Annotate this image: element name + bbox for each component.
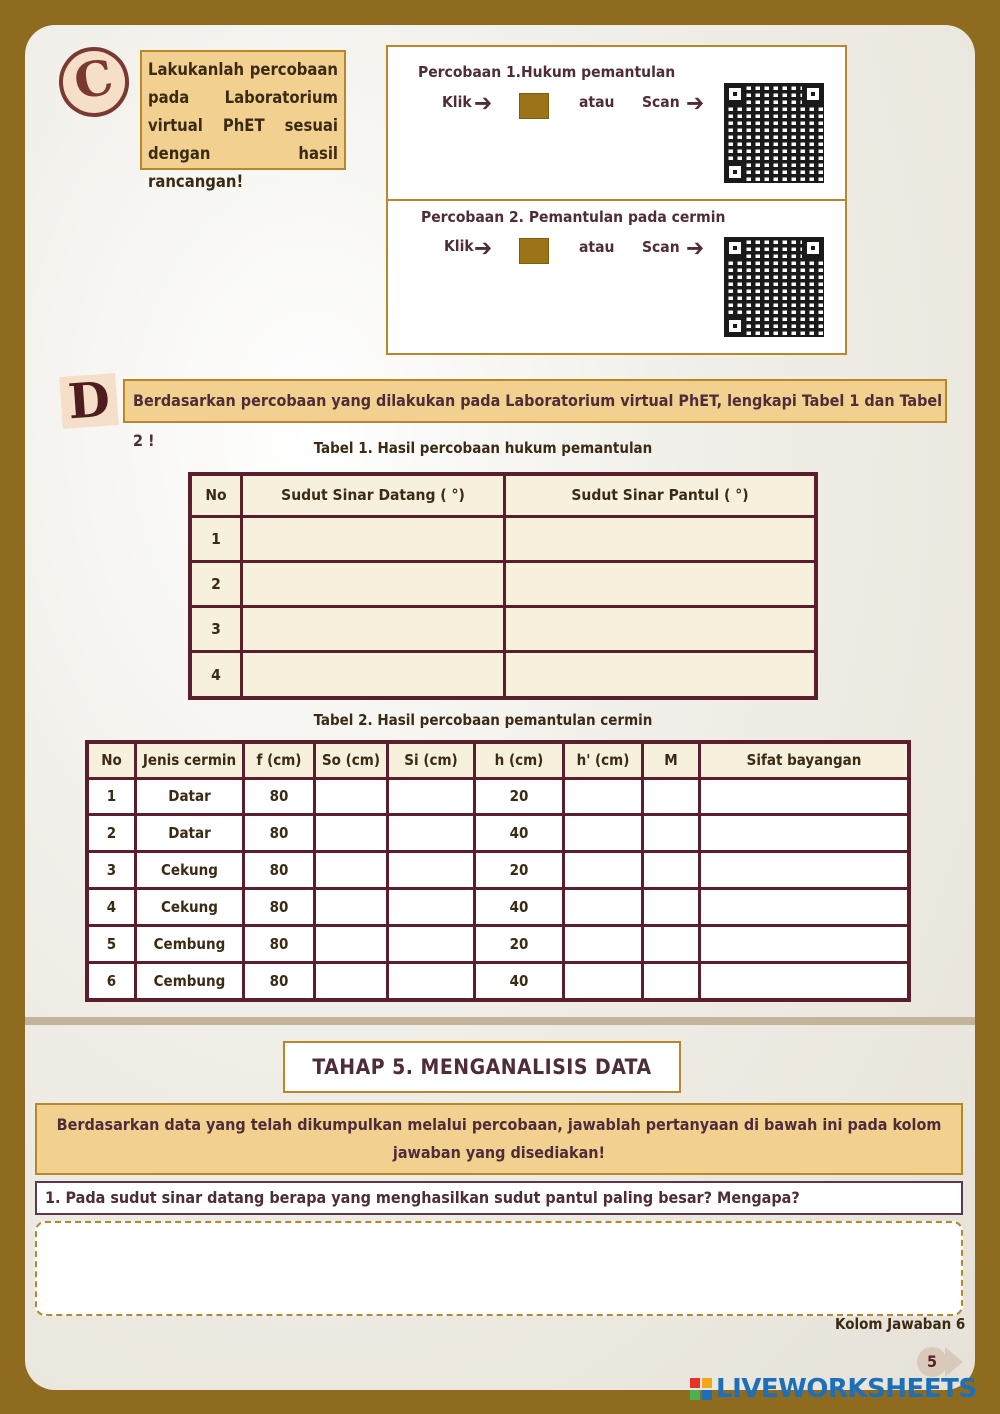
table-row bbox=[87, 925, 909, 962]
table-2-input-cell[interactable] bbox=[388, 925, 475, 962]
table-1-input-cell[interactable] bbox=[242, 561, 505, 606]
table-2-focal-length: 80 bbox=[244, 889, 315, 926]
table-2-input-cell[interactable] bbox=[388, 815, 475, 852]
table-2-focal-length: 80 bbox=[244, 925, 315, 962]
stage-title: TAHAP 5. MENGANALISIS DATA bbox=[283, 1041, 681, 1093]
table-2-focal-length: 80 bbox=[244, 852, 315, 889]
table-2-focal-length: 80 bbox=[244, 778, 315, 815]
experiment-2-click-label: Klik bbox=[444, 237, 474, 255]
table-1-input-cell[interactable] bbox=[505, 561, 817, 606]
experiment-2-scan-label: Scan bbox=[642, 238, 680, 256]
table-2-caption: Tabel 2. Hasil percobaan pemantulan cermin bbox=[313, 711, 653, 729]
table-2-input-cell[interactable] bbox=[388, 962, 475, 1000]
table-2-input-cell[interactable] bbox=[564, 925, 643, 962]
table-2-object-height: 20 bbox=[475, 852, 564, 889]
arrow-right-icon: ➔ bbox=[474, 89, 493, 117]
page-number: 5 bbox=[917, 1347, 947, 1377]
table-2-row-number: 3 bbox=[87, 852, 136, 889]
table-2-object-height: 20 bbox=[475, 925, 564, 962]
table-2-mirror-type: Cekung bbox=[136, 889, 244, 926]
experiment-1-or-label: atau bbox=[579, 93, 615, 111]
table-2-header-image-properties: Sifat bayangan bbox=[700, 742, 910, 778]
section-d-badge: D bbox=[59, 373, 118, 429]
table-2-header-image-height: h' (cm) bbox=[564, 742, 643, 778]
table-2-input-cell[interactable] bbox=[564, 889, 643, 926]
table-2-input-cell[interactable] bbox=[700, 852, 910, 889]
table-2-focal-length: 80 bbox=[244, 962, 315, 1000]
table-2-focal-length: 80 bbox=[244, 815, 315, 852]
table-2-mirror-type: Cembung bbox=[136, 962, 244, 1000]
table-1-header-no: No bbox=[190, 474, 242, 516]
table-2-mirror-type: Datar bbox=[136, 815, 244, 852]
watermark-text: LIVEWORKSHEETS bbox=[716, 1374, 977, 1404]
liveworksheets-logo-icon bbox=[690, 1378, 712, 1400]
table-2-header-magnification: M bbox=[643, 742, 700, 778]
experiment-1-scan-label: Scan bbox=[642, 93, 680, 111]
table-2-row-number: 1 bbox=[87, 778, 136, 815]
answer-column-label: Kolom Jawaban 6 bbox=[835, 1315, 966, 1333]
table-1-row-number: 4 bbox=[190, 652, 242, 698]
table-2-input-cell[interactable] bbox=[564, 852, 643, 889]
table-1-input-cell[interactable] bbox=[505, 516, 817, 561]
table-2-input-cell[interactable] bbox=[315, 925, 388, 962]
table-1-input-cell[interactable] bbox=[242, 652, 505, 698]
table-row bbox=[87, 815, 909, 852]
table-1-caption: Tabel 1. Hasil percobaan hukum pemantulan bbox=[313, 439, 653, 457]
table-1-row-number: 1 bbox=[190, 516, 242, 561]
table-2-header-object-distance: So (cm) bbox=[315, 742, 388, 778]
table-2-input-cell[interactable] bbox=[315, 778, 388, 815]
table-1-row-number: 2 bbox=[190, 561, 242, 606]
table-2 bbox=[85, 740, 911, 1002]
table-2-input-cell[interactable] bbox=[315, 889, 388, 926]
experiment-1-title: Percobaan 1.Hukum pemantulan bbox=[418, 63, 676, 81]
table-2-input-cell[interactable] bbox=[564, 962, 643, 1000]
question-1: 1. Pada sudut sinar datang berapa yang menghasilkan sudut pantul paling besar? Mengapa? bbox=[35, 1181, 963, 1215]
table-row bbox=[190, 516, 816, 561]
experiment-2-title: Percobaan 2. Pemantulan pada cermin bbox=[421, 208, 726, 226]
table-2-input-cell[interactable] bbox=[700, 815, 910, 852]
table-2-input-cell[interactable] bbox=[315, 962, 388, 1000]
table-2-mirror-type: Datar bbox=[136, 778, 244, 815]
table-2-header-no: No bbox=[87, 742, 136, 778]
table-1-input-cell[interactable] bbox=[242, 516, 505, 561]
table-1-input-cell[interactable] bbox=[505, 652, 817, 698]
experiment-links-box bbox=[386, 45, 847, 355]
table-2-input-cell[interactable] bbox=[564, 815, 643, 852]
table-2-object-height: 20 bbox=[475, 778, 564, 815]
table-row bbox=[190, 652, 816, 698]
experiment-2-or-label: atau bbox=[579, 238, 615, 256]
table-2-input-cell[interactable] bbox=[388, 778, 475, 815]
section-c-badge: C bbox=[53, 41, 134, 122]
table-row bbox=[87, 852, 909, 889]
table-2-object-height: 40 bbox=[475, 962, 564, 1000]
table-2-input-cell[interactable] bbox=[643, 889, 700, 926]
arrow-right-icon: ➔ bbox=[686, 234, 705, 262]
liveworksheets-watermark bbox=[690, 1374, 977, 1404]
table-2-object-height: 40 bbox=[475, 889, 564, 926]
table-2-row-number: 6 bbox=[87, 962, 136, 1000]
table-row bbox=[87, 778, 909, 815]
table-2-row-number: 5 bbox=[87, 925, 136, 962]
answer-field[interactable] bbox=[35, 1221, 963, 1316]
table-2-mirror-type: Cekung bbox=[136, 852, 244, 889]
experiment-2-qr-code-icon bbox=[724, 237, 824, 337]
table-row bbox=[87, 962, 909, 1000]
table-2-row-number: 4 bbox=[87, 889, 136, 926]
table-2-header-mirror-type: Jenis cermin bbox=[136, 742, 244, 778]
arrow-right-icon: ➔ bbox=[686, 89, 705, 117]
table-2-row-number: 2 bbox=[87, 815, 136, 852]
experiment-1-link-button[interactable] bbox=[519, 93, 549, 119]
section-separator bbox=[25, 1017, 975, 1025]
table-2-input-cell[interactable] bbox=[315, 815, 388, 852]
table-row bbox=[87, 889, 909, 926]
table-2-header-object-height: h (cm) bbox=[475, 742, 564, 778]
table-1-header-reflected-angle: Sudut Sinar Pantul ( °) bbox=[505, 474, 817, 516]
table-2-input-cell[interactable] bbox=[643, 852, 700, 889]
table-2-input-cell[interactable] bbox=[700, 962, 910, 1000]
table-2-input-cell[interactable] bbox=[700, 778, 910, 815]
section-c-instruction: Lakukanlah percobaan pada Laboratorium virtual PhET sesuai dengan hasil rancangan! bbox=[140, 50, 346, 170]
table-1-header-incident-angle: Sudut Sinar Datang ( °) bbox=[242, 474, 505, 516]
arrow-right-icon: ➔ bbox=[474, 234, 493, 262]
table-1 bbox=[188, 472, 818, 700]
table-2-object-height: 40 bbox=[475, 815, 564, 852]
experiment-1-click-label: Klik bbox=[442, 93, 472, 111]
worksheet-page bbox=[25, 25, 975, 1390]
table-2-mirror-type: Cembung bbox=[136, 925, 244, 962]
table-row bbox=[190, 606, 816, 651]
table-2-input-cell[interactable] bbox=[388, 852, 475, 889]
table-2-input-cell[interactable] bbox=[700, 925, 910, 962]
experiment-2-link-button[interactable] bbox=[519, 238, 549, 264]
experiment-divider bbox=[388, 199, 845, 201]
table-2-header-image-distance: Si (cm) bbox=[388, 742, 475, 778]
table-1-input-cell[interactable] bbox=[505, 606, 817, 651]
page-arrow-icon bbox=[945, 1347, 963, 1377]
table-2-input-cell[interactable] bbox=[388, 889, 475, 926]
table-2-header-focal-length: f (cm) bbox=[244, 742, 315, 778]
table-2-input-cell[interactable] bbox=[315, 852, 388, 889]
table-2-input-cell[interactable] bbox=[643, 778, 700, 815]
experiment-1-qr-code-icon bbox=[724, 83, 824, 183]
table-2-input-cell[interactable] bbox=[643, 962, 700, 1000]
section-d-instruction: Berdasarkan percobaan yang dilakukan pada Laboratorium virtual PhET, lengkapi Tabel 1 dan Tabel 2 ! bbox=[123, 379, 947, 423]
table-2-input-cell[interactable] bbox=[643, 925, 700, 962]
stage-instruction: Berdasarkan data yang telah dikumpulkan melalui percobaan, jawablah pertanyaan di bawah ini pada kolom jawaban yang disediakan! bbox=[35, 1103, 963, 1175]
table-1-input-cell[interactable] bbox=[242, 606, 505, 651]
table-row bbox=[190, 561, 816, 606]
table-2-input-cell[interactable] bbox=[643, 815, 700, 852]
table-2-input-cell[interactable] bbox=[700, 889, 910, 926]
table-1-row-number: 3 bbox=[190, 606, 242, 651]
table-2-input-cell[interactable] bbox=[564, 778, 643, 815]
